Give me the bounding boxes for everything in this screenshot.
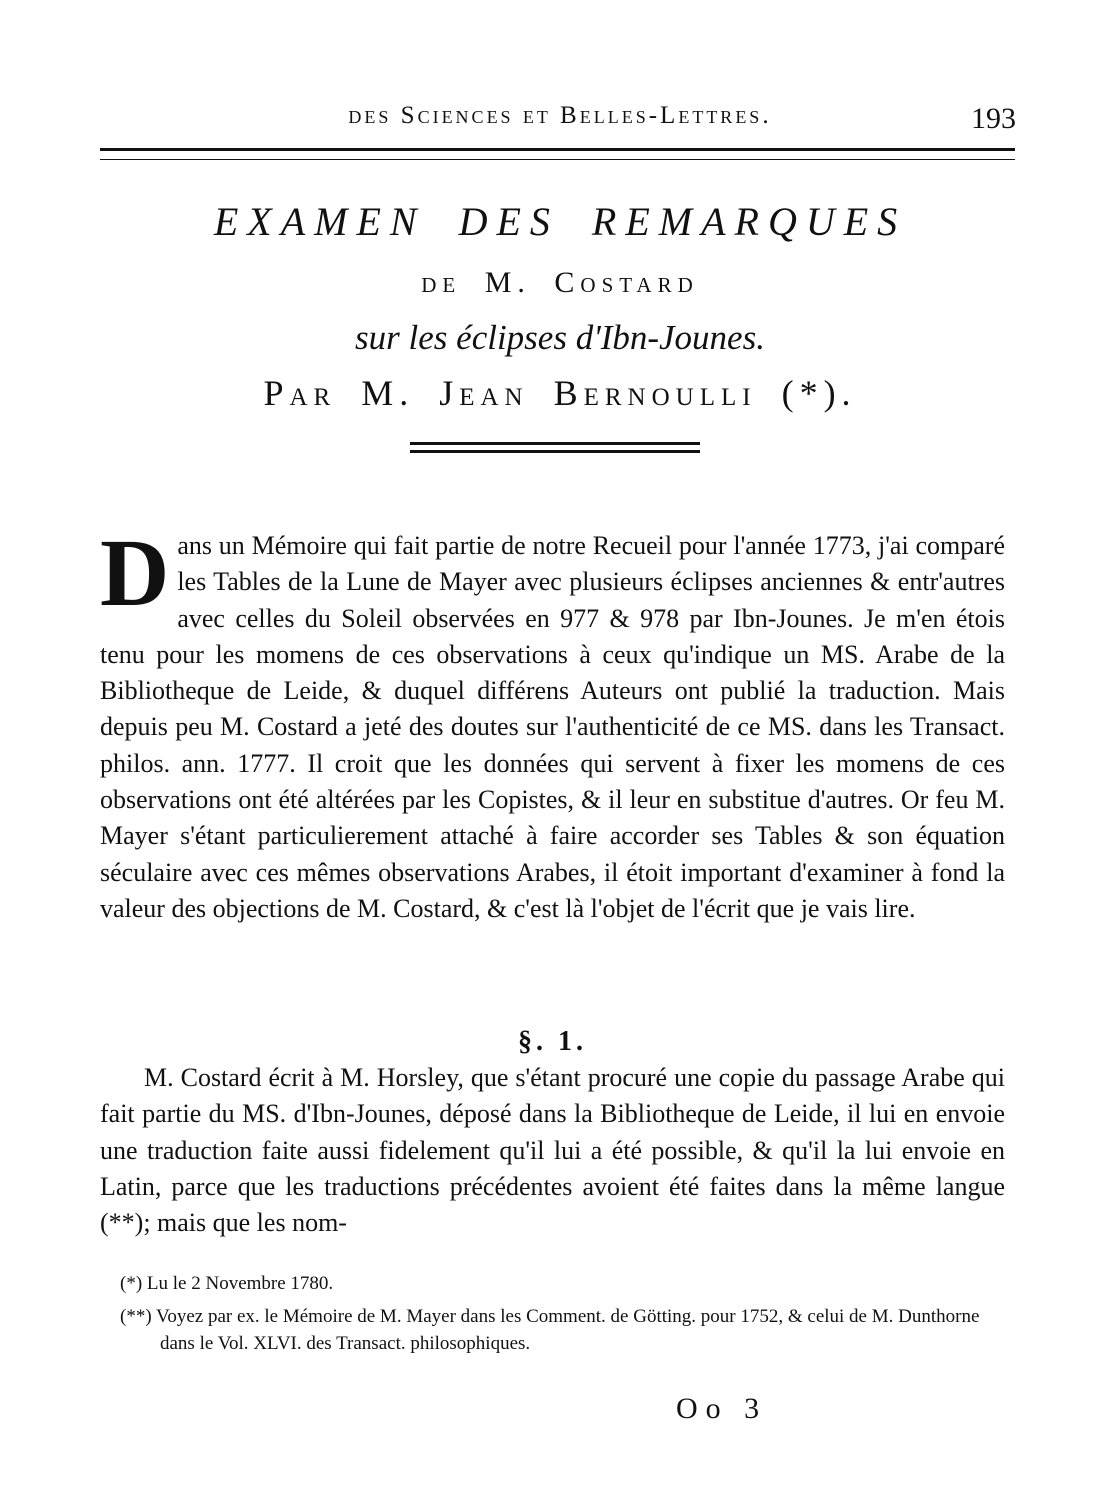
page-number: 193 — [971, 102, 1016, 135]
article-author: Par M. Jean Bernoulli (*). — [263, 373, 857, 413]
running-title: des Sciences et Belles-Lettres. — [348, 102, 772, 129]
paragraph-1-text: ans un Mémoire qui fait partie de notre Recueil pour l'année 1773, j'ai comparé les Tables de la Lune de Mayer avec plusieurs éclipses anciennes & entr'autres avec celles du Soleil observées en 977 & 978 par Ibn-Jounes. Je m'en étois tenu pour les momens de ces observations à ceux qu'indique un MS. Arabe de la Bibliotheque de Leide, & duquel différens Auteurs ont publié la traduction. Mais depuis peu M. Costard a jeté des doutes sur l'authenticité de ce MS. dans les Transact. philos. ann. 1777. Il croit que les données qui servent à fixer les momens de ces observations ont été altérées par les Copistes, & il leur en substitue d'autres. Or feu M. Mayer s'étant particulierement attaché à faire accorder ses Tables & son équation séculaire avec ces mêmes observations Arabes, il étoit important d'examiner à fond la valeur des objections de M. Costard, & c'est là l'objet de l'écrit que je vais lire. — [100, 531, 1005, 923]
running-head — [100, 102, 1020, 138]
article-subject: sur les éclipses d'Ibn-Jounes. — [355, 318, 765, 357]
drop-cap: D — [100, 519, 170, 626]
header-rule — [100, 148, 1015, 160]
footnote-1: (*) Lu le 2 Novembre 1780. — [120, 1273, 334, 1294]
article-subtitle: de M. Costard — [421, 266, 699, 299]
paragraph-1 — [100, 519, 1005, 927]
article-title: EXAMEN DES REMARQUES — [213, 199, 907, 244]
footnotes — [120, 1270, 1015, 1363]
title-divider — [410, 442, 700, 453]
signature-mark: Oo 3 — [676, 1392, 768, 1425]
footnote-2: (**) Voyez par ex. le Mémoire de M. Mayer dans les Comment. de Götting. pour 1752, & celui de M. Dunthorne dans le Vol. XLVI. des Transact. philosophiques. — [120, 1306, 980, 1354]
paragraph-2: M. Costard écrit à M. Horsley, que s'étant procuré une copie du passage Arabe qui fait partie du MS. d'Ibn-Jounes, déposé dans la Bibliotheque de Leide, il lui en envoie une traduction faite aussi fidelement qu'il lui a été possible, & qu'il la lui envoie en Latin, parce que les traductions précédentes avoient été faites dans la même langue (**); mais que les nom- — [100, 1063, 1005, 1238]
section-mark: §. 1. — [518, 1026, 587, 1057]
